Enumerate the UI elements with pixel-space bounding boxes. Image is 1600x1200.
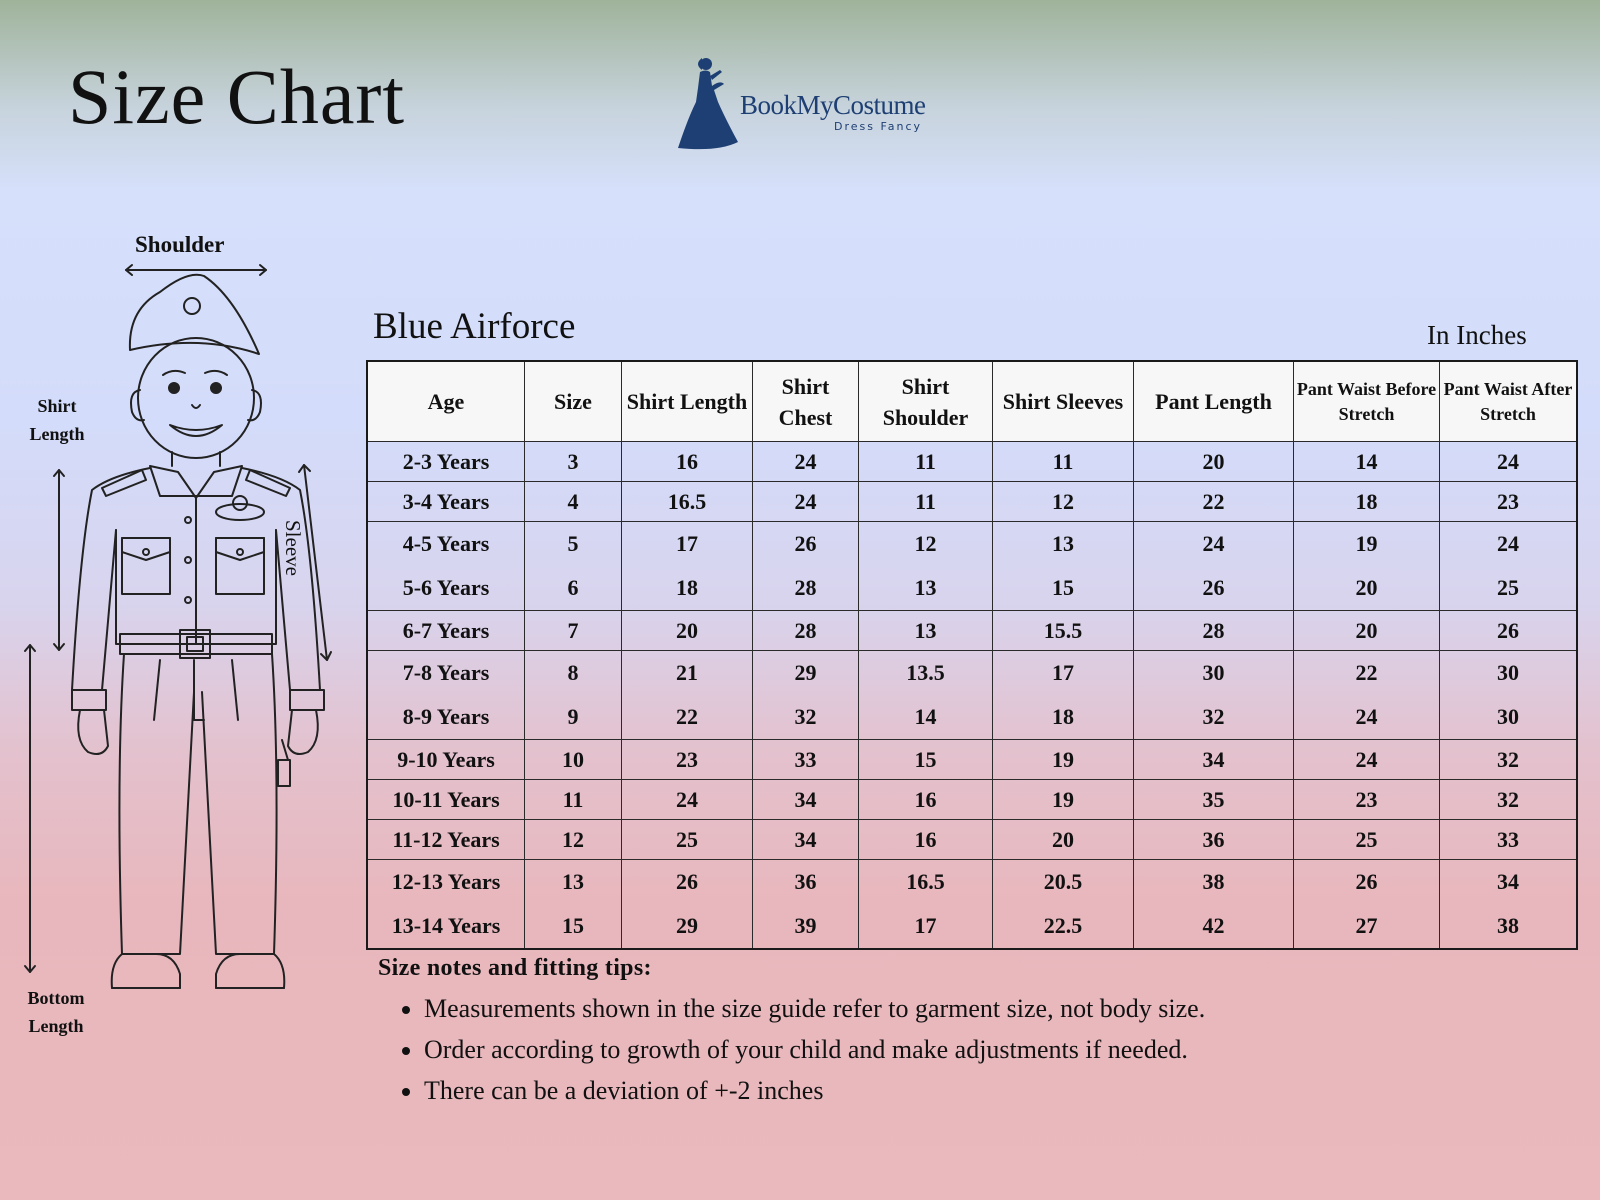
table-row xyxy=(367,522,1577,567)
table-row xyxy=(367,566,1577,611)
table-cell: 34 xyxy=(1134,740,1294,780)
table-cell: 17 xyxy=(859,904,993,949)
table-cell: 25 xyxy=(1440,566,1578,611)
table-cell: 15.5 xyxy=(993,611,1134,651)
table-cell: 28 xyxy=(753,611,859,651)
brand-name: BookMyCostume xyxy=(740,90,926,120)
table-cell: 22 xyxy=(1134,482,1294,522)
table-cell: 22 xyxy=(1294,651,1440,696)
table-cell: 11 xyxy=(993,442,1134,482)
table-cell: 20 xyxy=(1294,611,1440,651)
header-cell: Shirt Sleeves xyxy=(993,361,1134,442)
table-cell: 16 xyxy=(859,820,993,860)
table-row xyxy=(367,651,1577,696)
label-sleeve: Sleeve xyxy=(281,520,305,576)
table-cell: 20 xyxy=(1294,566,1440,611)
table-cell: 32 xyxy=(1134,695,1294,740)
table-cell: 33 xyxy=(753,740,859,780)
page-title: Size Chart xyxy=(68,53,406,140)
table-cell: 16 xyxy=(622,442,753,482)
table-cell: 38 xyxy=(1440,904,1578,949)
table-cell: 22.5 xyxy=(993,904,1134,949)
table-cell: 20 xyxy=(1134,442,1294,482)
table-cell: 18 xyxy=(1294,482,1440,522)
fitting-notes xyxy=(378,955,1528,1111)
list-item: • There can be a deviation of +-2 inches xyxy=(424,1070,1528,1111)
table-cell: 26 xyxy=(622,860,753,905)
label-shoulder: Shoulder xyxy=(135,232,225,257)
table-cell: 11 xyxy=(859,482,993,522)
table-cell: 34 xyxy=(753,780,859,820)
table-cell: 18 xyxy=(993,695,1134,740)
table-cell: 13 xyxy=(525,860,622,905)
header-cell: Shirt Chest xyxy=(753,361,859,442)
age-cell: 10-11 Years xyxy=(367,780,525,820)
table-cell: 20 xyxy=(993,820,1134,860)
table-cell: 13 xyxy=(859,611,993,651)
list-item: • Measurements shown in the size guide refer to garment size, not body size. xyxy=(424,988,1528,1029)
notes-list xyxy=(378,988,1528,1111)
list-item: • Order according to growth of your child and make adjustments if needed. xyxy=(424,1029,1528,1070)
table-title: Blue Airforce xyxy=(373,306,576,347)
table-cell: 12 xyxy=(993,482,1134,522)
table-cell: 12 xyxy=(859,522,993,567)
label-shirt-length: Shirt Length xyxy=(29,396,85,444)
table-cell: 13 xyxy=(859,566,993,611)
table-cell: 7 xyxy=(525,611,622,651)
age-cell: 6-7 Years xyxy=(367,611,525,651)
age-cell: 4-5 Years xyxy=(367,522,525,567)
table-row xyxy=(367,442,1577,482)
table-cell: 15 xyxy=(993,566,1134,611)
table-cell: 8 xyxy=(525,651,622,696)
table-cell: 17 xyxy=(622,522,753,567)
table-cell: 18 xyxy=(622,566,753,611)
header-cell: Size xyxy=(525,361,622,442)
age-cell: 12-13 Years xyxy=(367,860,525,905)
table-cell: 24 xyxy=(1294,740,1440,780)
table-cell: 15 xyxy=(859,740,993,780)
table-cell: 17 xyxy=(993,651,1134,696)
table-cell: 14 xyxy=(859,695,993,740)
table-cell: 3 xyxy=(525,442,622,482)
table-cell: 26 xyxy=(753,522,859,567)
table-row xyxy=(367,695,1577,740)
units-label: In Inches xyxy=(1427,320,1527,350)
table-cell: 28 xyxy=(753,566,859,611)
table-row xyxy=(367,860,1577,905)
table-row xyxy=(367,611,1577,651)
boy-uniform-illustration xyxy=(0,220,360,1060)
table-cell: 36 xyxy=(753,860,859,905)
table-cell: 25 xyxy=(622,820,753,860)
table-row xyxy=(367,904,1577,949)
table-cell: 13.5 xyxy=(859,651,993,696)
brand-logo xyxy=(664,54,944,154)
table-row xyxy=(367,780,1577,820)
table-cell: 30 xyxy=(1440,651,1578,696)
table-cell: 32 xyxy=(1440,740,1578,780)
table-header-row xyxy=(367,361,1577,442)
table-cell: 22 xyxy=(622,695,753,740)
age-cell: 7-8 Years xyxy=(367,651,525,696)
table-cell: 20 xyxy=(622,611,753,651)
table-cell: 16.5 xyxy=(859,860,993,905)
table-cell: 34 xyxy=(1440,860,1578,905)
table-cell: 20.5 xyxy=(993,860,1134,905)
table-cell: 11 xyxy=(525,780,622,820)
table-cell: 10 xyxy=(525,740,622,780)
header-cell: Age xyxy=(367,361,525,442)
table-cell: 30 xyxy=(1440,695,1578,740)
age-cell: 5-6 Years xyxy=(367,566,525,611)
age-cell: 3-4 Years xyxy=(367,482,525,522)
table-cell: 24 xyxy=(1440,442,1578,482)
table-cell: 36 xyxy=(1134,820,1294,860)
header-cell: Pant Waist Before Stretch xyxy=(1294,361,1440,442)
table-cell: 24 xyxy=(1294,695,1440,740)
table-cell: 23 xyxy=(622,740,753,780)
header-cell: Pant Length xyxy=(1134,361,1294,442)
table-cell: 39 xyxy=(753,904,859,949)
table-cell: 19 xyxy=(1294,522,1440,567)
table-cell: 33 xyxy=(1440,820,1578,860)
table-cell: 24 xyxy=(753,482,859,522)
table-cell: 11 xyxy=(859,442,993,482)
table-cell: 12 xyxy=(525,820,622,860)
table-cell: 27 xyxy=(1294,904,1440,949)
table-cell: 24 xyxy=(622,780,753,820)
lady-silhouette-icon xyxy=(664,54,744,154)
table-cell: 34 xyxy=(753,820,859,860)
header-cell: Shirt Shoulder xyxy=(859,361,993,442)
table-cell: 24 xyxy=(753,442,859,482)
label-bottom-length: Bottom Length xyxy=(27,988,85,1036)
table-cell: 30 xyxy=(1134,651,1294,696)
table-cell: 9 xyxy=(525,695,622,740)
table-cell: 23 xyxy=(1440,482,1578,522)
table-cell: 6 xyxy=(525,566,622,611)
age-cell: 9-10 Years xyxy=(367,740,525,780)
measurement-figure xyxy=(0,220,360,1060)
table-row xyxy=(367,482,1577,522)
table-cell: 19 xyxy=(993,780,1134,820)
table-cell: 16 xyxy=(859,780,993,820)
table-cell: 29 xyxy=(622,904,753,949)
table-cell: 19 xyxy=(993,740,1134,780)
table-row xyxy=(367,740,1577,780)
notes-heading: Size notes and fitting tips: xyxy=(378,955,652,981)
age-cell: 11-12 Years xyxy=(367,820,525,860)
table-cell: 25 xyxy=(1294,820,1440,860)
table-cell: 28 xyxy=(1134,611,1294,651)
table-cell: 4 xyxy=(525,482,622,522)
brand-tagline: Dress Fancy xyxy=(834,120,923,133)
table-cell: 21 xyxy=(622,651,753,696)
header-cell: Pant Waist After Stretch xyxy=(1440,361,1578,442)
table-cell: 24 xyxy=(1440,522,1578,567)
table-cell: 26 xyxy=(1440,611,1578,651)
table-cell: 5 xyxy=(525,522,622,567)
age-cell: 13-14 Years xyxy=(367,904,525,949)
table-cell: 32 xyxy=(1440,780,1578,820)
table-cell: 42 xyxy=(1134,904,1294,949)
header-cell: Shirt Length xyxy=(622,361,753,442)
table-cell: 15 xyxy=(525,904,622,949)
table-cell: 38 xyxy=(1134,860,1294,905)
table-cell: 26 xyxy=(1134,566,1294,611)
table-cell: 13 xyxy=(993,522,1134,567)
table-cell: 24 xyxy=(1134,522,1294,567)
table-cell: 16.5 xyxy=(622,482,753,522)
table-cell: 29 xyxy=(753,651,859,696)
table-cell: 26 xyxy=(1294,860,1440,905)
table-row xyxy=(367,820,1577,860)
age-cell: 2-3 Years xyxy=(367,442,525,482)
size-table xyxy=(366,360,1578,950)
table-cell: 14 xyxy=(1294,442,1440,482)
table-cell: 32 xyxy=(753,695,859,740)
table-cell: 23 xyxy=(1294,780,1440,820)
table-cell: 35 xyxy=(1134,780,1294,820)
age-cell: 8-9 Years xyxy=(367,695,525,740)
